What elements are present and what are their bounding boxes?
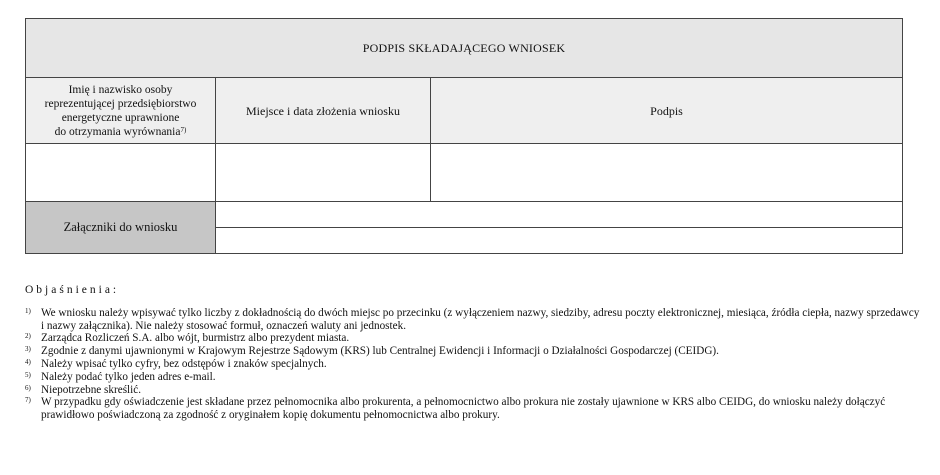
footnote-text: W przypadku gdy oświadczenie jest składane przez pełnomocnika albo prokurenta, a pełnomocnictwo albo prokura nie zostały ujawnione w KRS albo CEIDG, do wniosku należy dołączyć prawidłowo poświadczoną za zgodność z oryginałem kopię dokumentu pełnomocnictwa albo prokury.	[41, 396, 886, 422]
explanations-section	[25, 284, 925, 422]
representative-name-header: Imię i nazwisko osoby reprezentującej przedsiębiorstwo energetyczne uprawnione do otrzymania wyrównania$^{7)}$	[26, 78, 216, 144]
footnote-number: 3)	[25, 345, 31, 354]
footnote-text: We wniosku należy wpisywać tylko liczby z dokładnością do dwóch miejsc po przecinku (z wyłączeniem nazwy, siedziby, adresu poczty elektronicznej, miesiąca, źródła ciepła, nazwy sprzedawcy i nazwy załącznika). Nie należy stosować formuł, oznaczeń waluty ani jednostek.	[41, 306, 920, 332]
footnote-text: Należy podać tylko jeden adres e-mail.	[41, 370, 216, 383]
attachment-field-1[interactable]	[216, 202, 903, 228]
footnote-number: 4)	[25, 357, 31, 366]
footnote-item	[25, 345, 925, 358]
footnote-item	[25, 358, 925, 371]
footnote-item	[25, 307, 925, 333]
footnote-number: 2)	[25, 332, 31, 341]
footnote-item	[25, 384, 925, 397]
footnote-text: Należy wpisać tylko cyfry, bez odstępów i znaków specjalnych.	[41, 357, 327, 370]
footnote-number: 7)	[25, 396, 31, 405]
footnote-item	[25, 332, 925, 345]
footnote-text: Zarządca Rozliczeń S.A. albo wójt, burmistrz albo prezydent miasta.	[41, 332, 350, 345]
explanations-title: Objaśnienia:	[25, 284, 120, 296]
footnote-number: 5)	[25, 370, 31, 379]
footnote-number: 1)	[25, 306, 31, 315]
footnote-text: Zgodnie z danymi ujawnionymi w Krajowym Rejestrze Sądowym (KRS) lub Centralnej Ewidencji i Informacji o Działalności Gospodarczej (CEIDG).	[41, 345, 719, 358]
footnote-item	[25, 371, 925, 384]
signature-section-title: PODPIS SKŁADAJĄCEGO WNIOSEK	[26, 19, 903, 78]
place-date-header: Miejsce i data złożenia wniosku	[216, 78, 431, 144]
attachments-label: Załączniki do wniosku	[26, 202, 216, 254]
representative-name-field[interactable]	[26, 144, 216, 202]
place-date-field[interactable]	[216, 144, 431, 202]
attachment-field-2[interactable]	[216, 228, 903, 254]
signature-field[interactable]	[431, 144, 903, 202]
signature-header: Podpis	[431, 78, 903, 144]
footnote-item	[25, 396, 925, 422]
footnote-number: 6)	[25, 383, 31, 392]
signature-table	[25, 18, 903, 254]
footnote-ref-7: 7)	[180, 125, 187, 134]
footnote-text: Niepotrzebne skreślić.	[41, 383, 142, 396]
